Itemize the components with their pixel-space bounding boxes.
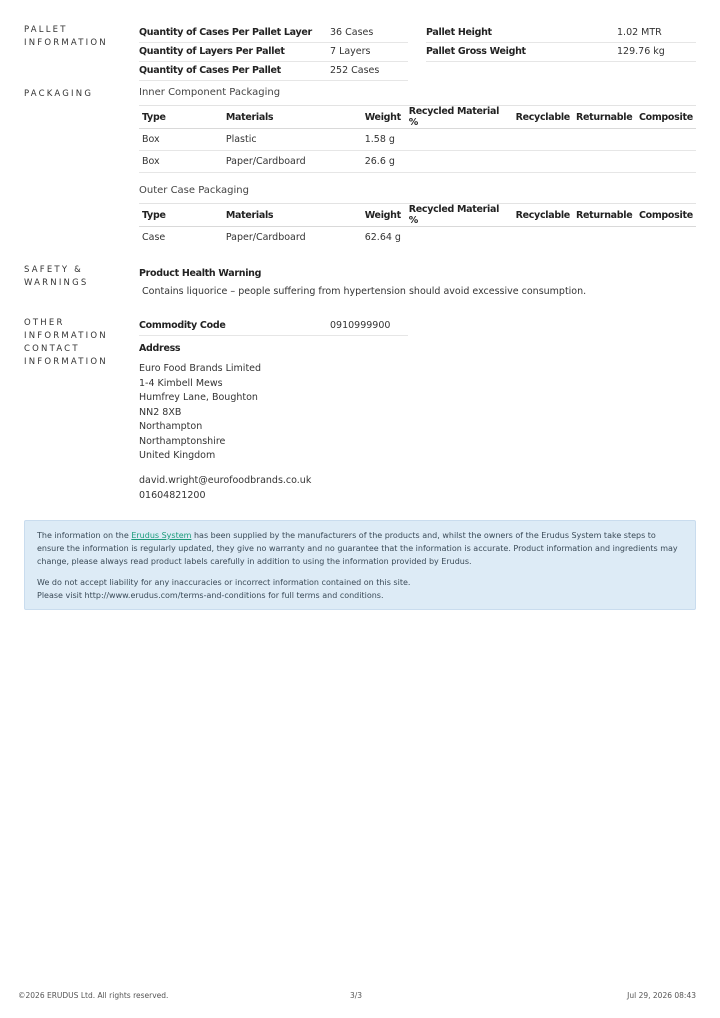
pallet-row-height: Pallet Height 1.02 MTR: [426, 24, 696, 43]
cell-recycled: [406, 151, 513, 173]
column-header-returnable: Returnable: [573, 204, 636, 227]
inner-packaging-header-row: [139, 106, 696, 129]
cell-recyclable: [513, 227, 573, 249]
address-line: Northampton: [139, 421, 203, 432]
cell-type: Box: [139, 151, 223, 173]
outer-packaging-header-row: [139, 204, 696, 227]
cell-recyclable: [513, 129, 573, 151]
cell-materials: Paper/Cardboard: [225, 232, 306, 244]
section-label-pallet-information: PALLET INFORMATION: [24, 25, 108, 48]
column-header-recycled-material: Recycled Material %: [406, 204, 513, 227]
cell-returnable: [573, 151, 636, 173]
address-label: Address: [139, 343, 181, 354]
health-warning-title: Product Health Warning: [139, 268, 262, 279]
inner-packaging-title: Inner Component Packaging: [139, 87, 281, 98]
pallet-row-layers-per-pallet: Quantity of Layers Per Pallet 7 Layers: [139, 43, 408, 62]
commodity-code-value: 0910999900: [330, 320, 391, 331]
table-row: [139, 151, 696, 173]
cell-type: Box: [139, 129, 223, 151]
column-header-returnable: Returnable: [573, 106, 636, 129]
address-line: 1-4 Kimbell Mews: [139, 377, 223, 389]
contact-details: [139, 474, 311, 503]
cell-composite: [636, 129, 696, 151]
pallet-row-cases-per-layer: Quantity of Cases Per Pallet Layer 36 Cases: [139, 24, 408, 43]
footer-page-number: 3/3: [350, 991, 363, 1000]
address-block: [139, 362, 261, 464]
cell-recyclable: [513, 151, 573, 173]
contact-phone: 01604821200: [139, 489, 206, 501]
table-row: [139, 129, 696, 151]
commodity-code-label: Commodity Code: [139, 320, 226, 331]
erudus-system-link[interactable]: Erudus System: [131, 531, 192, 540]
cell-returnable: [573, 129, 636, 151]
health-warning-text: Contains liquorice – people suffering from hypertension should avoid excessive consumption.: [142, 286, 587, 297]
cell-weight: 26.6 g: [362, 151, 406, 173]
cell-recycled: [406, 129, 513, 151]
commodity-code-row: [139, 317, 408, 336]
address-line: United Kingdom: [139, 450, 216, 461]
disclaimer-box: [24, 520, 696, 610]
address-line: Humfrey Lane, Boughton: [139, 392, 258, 403]
address-line: Northamptonshire: [139, 435, 226, 447]
column-header-recyclable: Recyclable: [513, 106, 573, 129]
cell-materials: Plastic: [223, 129, 362, 151]
column-header-weight: Weight: [362, 106, 406, 129]
outer-packaging-title: Outer Case Packaging: [139, 185, 249, 196]
cell-composite: [636, 151, 696, 173]
column-header-type: Type: [139, 106, 223, 129]
section-label-safety-warnings: SAFETY & WARNINGS: [24, 265, 89, 288]
outer-packaging-table: [139, 203, 696, 249]
cell-type: Case: [142, 232, 166, 244]
cell-recycled: [406, 227, 513, 249]
column-header-composite: Composite: [636, 204, 696, 227]
inner-packaging-table: [139, 105, 696, 173]
cell-composite: [636, 227, 696, 249]
pallet-row-gross-weight: Pallet Gross Weight 129.76 kg: [426, 43, 696, 62]
cell-returnable: [573, 227, 636, 249]
column-header-type: Type: [139, 204, 223, 227]
cell-weight: 62.64 g: [364, 232, 401, 244]
disclaimer-terms: We do not accept liability for any inaccuracies or incorrect information contained on this site. Please visit http://www.erudus.com/terms-and-conditions for full terms and conditions.: [37, 578, 411, 600]
column-header-composite: Composite: [636, 106, 696, 129]
cell-weight: 1.58 g: [362, 129, 406, 151]
contact-email: david.wright@eurofoodbrands.co.uk: [139, 475, 312, 486]
cell-materials: Paper/Cardboard: [223, 151, 362, 173]
column-header-materials: Materials: [223, 106, 362, 129]
section-label-packaging: PACKAGING: [24, 89, 94, 99]
section-label-other-information: OTHER INFORMATION: [24, 318, 108, 341]
column-header-weight: Weight: [362, 204, 406, 227]
address-line: NN2 8XB: [139, 406, 182, 418]
column-header-materials: Materials: [223, 204, 362, 227]
pallet-row-cases-per-pallet: Quantity of Cases Per Pallet 252 Cases: [139, 62, 408, 81]
table-row: [139, 227, 696, 249]
footer-copyright: ©2026 ERUDUS Ltd. All rights reserved.: [18, 991, 169, 1000]
disclaimer-paragraph: The information on the Erudus System has been supplied by the manufacturers of the products and, whilst the owners of the Erudus System take steps to ensure the information is regularly updated, they give no warranty and no guarantee that the information is accurate. Product information and ingredients may change, please always read product labels carefully in addition to using the information provided by Erudus.: [37, 531, 678, 566]
column-header-recycled-material: Recycled Material %: [406, 106, 513, 129]
column-header-recyclable: Recyclable: [513, 204, 573, 227]
footer-date: Jul 29, 2026 08:43: [627, 991, 696, 1000]
address-line: Euro Food Brands Limited: [139, 363, 262, 374]
section-label-contact-information: CONTACT INFORMATION: [24, 344, 108, 367]
